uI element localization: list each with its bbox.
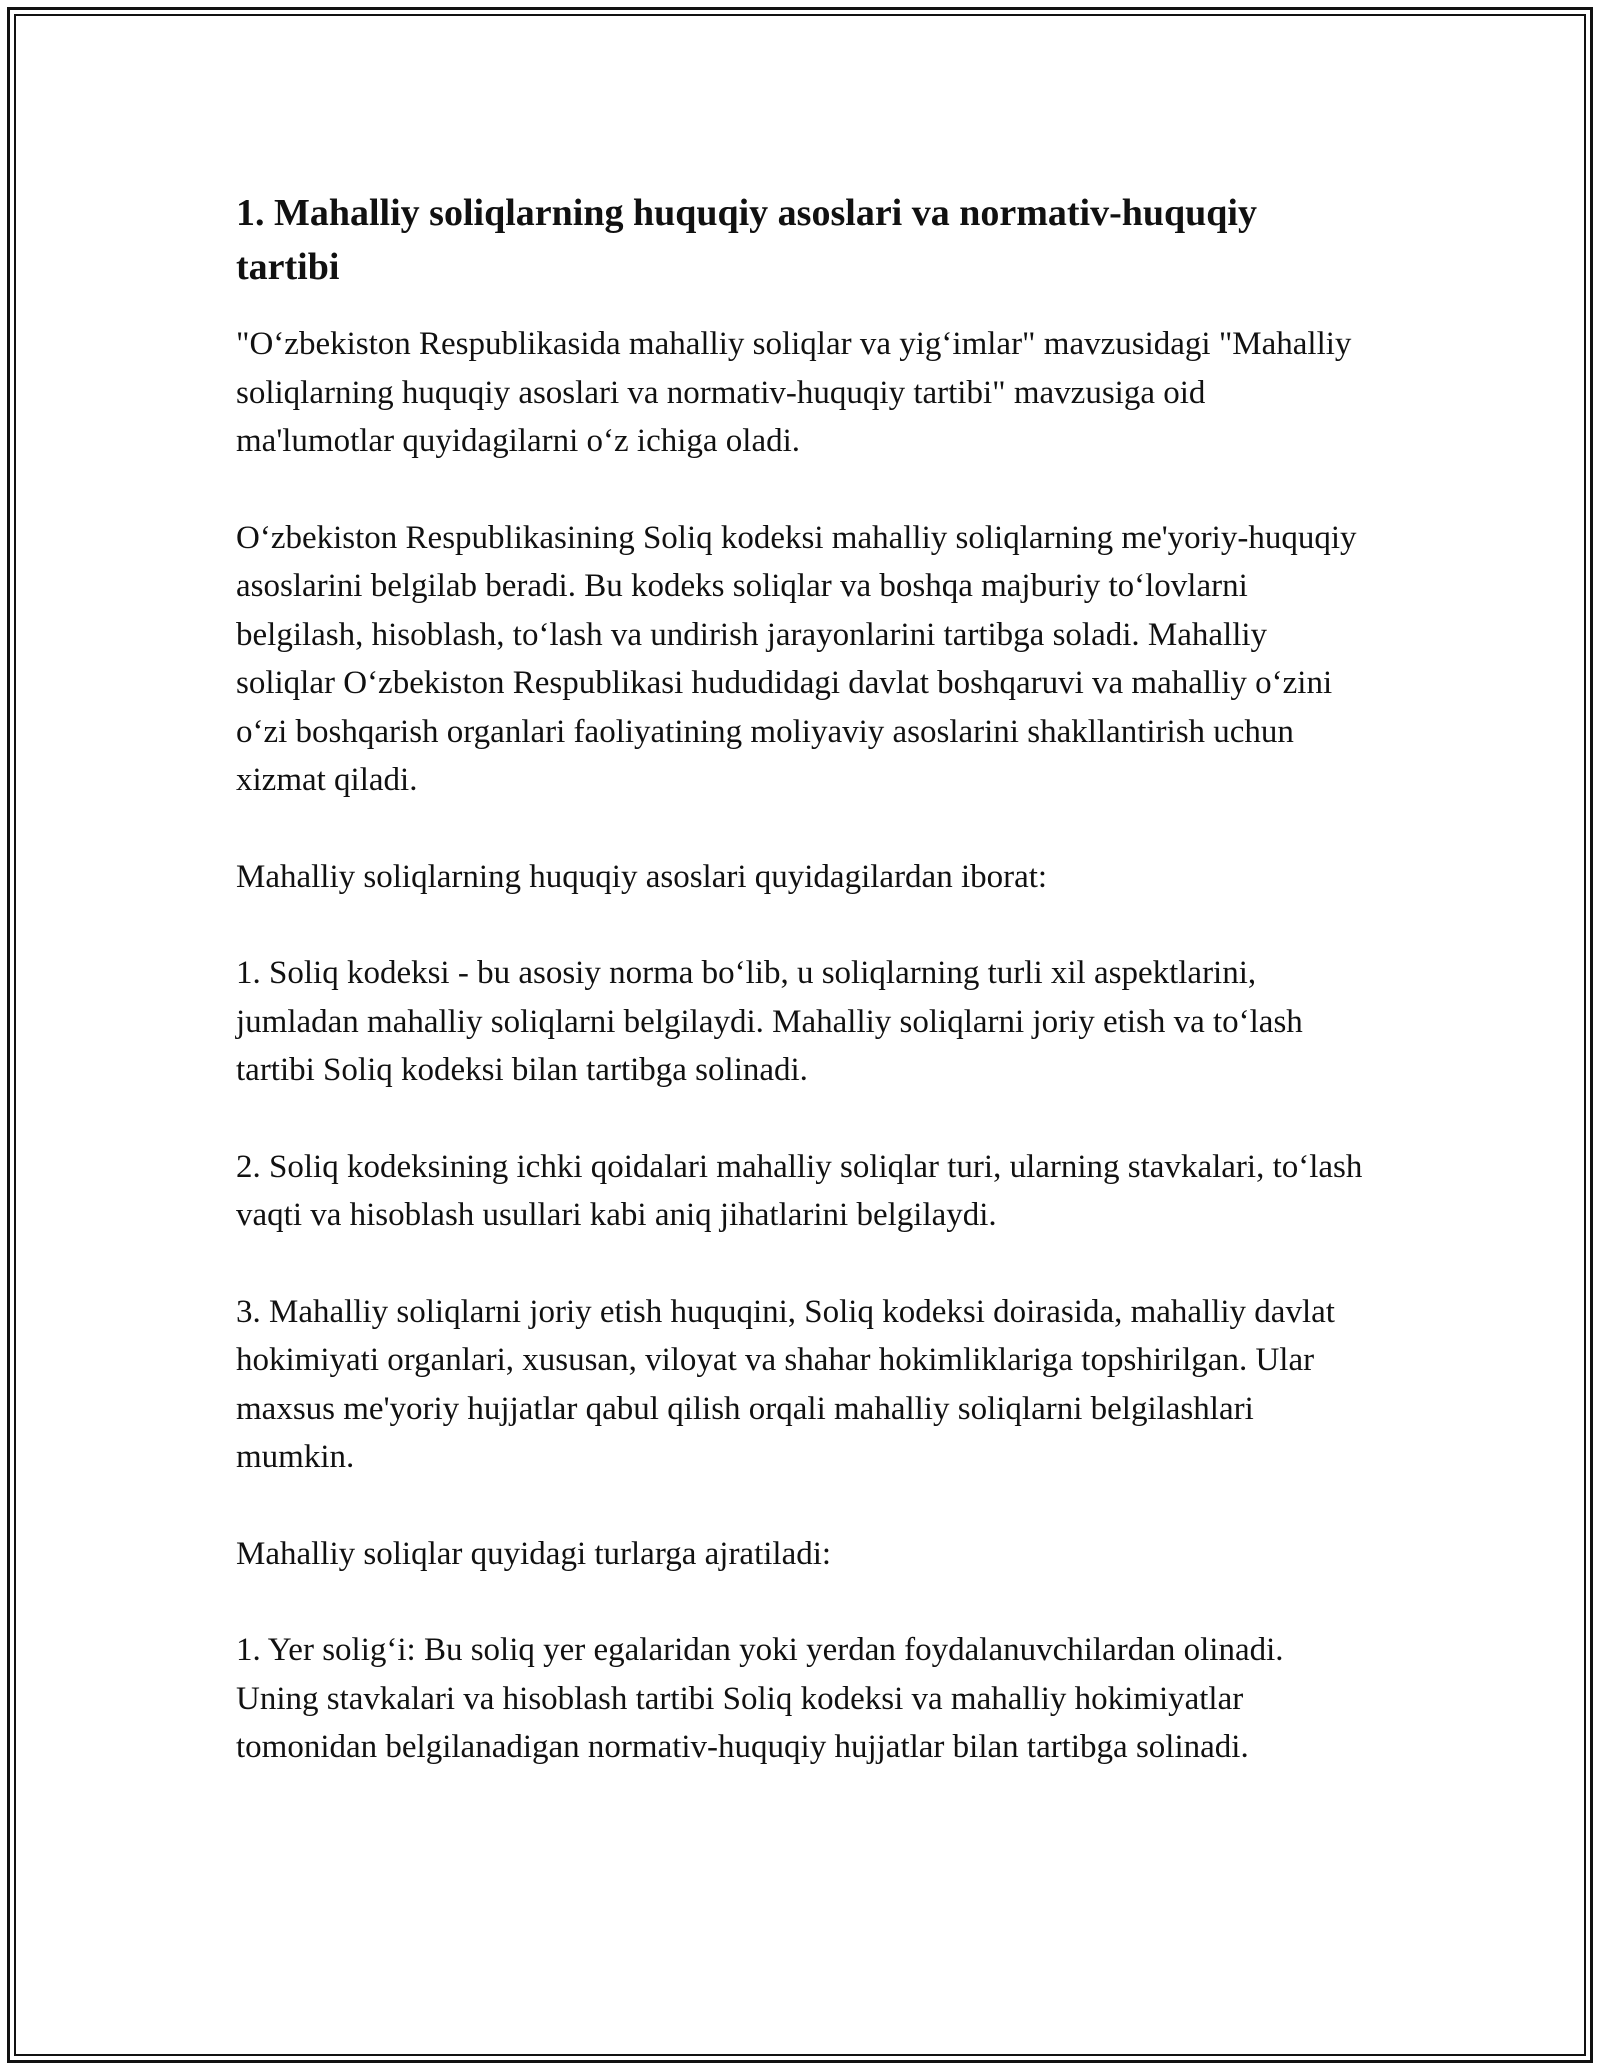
paragraph-legal-basis-heading: Mahalliy soliqlarning huquqiy asoslari quyidagilardan iborat: (236, 858, 1048, 895)
list-item-2: 2. Soliq kodeksining ichki qoidalari mahalliy soliqlar turi, ularning stavkalari, toʻlash vaqti va hisoblash usullari kabi aniq jihatlarini belgilaydi. (236, 1148, 1363, 1233)
document-title: 1. Mahalliy soliqlarning huquqiy asoslari va normativ-huquqiy tartibi (236, 192, 1257, 288)
paragraph-tax-code: Oʻzbekiston Respublikasining Soliq kodeksi mahalliy soliqlarning me'yoriy-huquqiy asoslarini belgilab beradi. Bu kodeks soliqlar va boshqa majburiy toʻlovlarni belgilash, hisoblash, toʻlash va undirish jarayonlarini tartibga soladi. Mahalliy soliqlar Oʻzbekiston Respublikasi hududidagi davlat boshqaruvi va mahalliy oʻzini oʻzi boshqarish organlari faoliyatining moliyaviy asoslarini shakllantirish uchun xizmat qiladi. (236, 519, 1357, 798)
list-item-1: 1. Soliq kodeksi - bu asosiy norma boʻlib, u soliqlarning turli xil aspektlarini, jumladan mahalliy soliqlarni belgilaydi. Mahalliy soliqlarni joriy etish va toʻlash tartibi Soliq kodeksi bilan tartibga solinadi. (236, 955, 1303, 1088)
paragraph-types-heading: Mahalliy soliqlar quyidagi turlarga ajratiladi: (236, 1535, 832, 1572)
document-body (236, 186, 1366, 1820)
paragraph-intro: "Oʻzbekiston Respublikasida mahalliy soliqlar va yigʻimlar" mavzusidagi "Mahalliy soliqlarning huquqiy asoslari va normativ-huquqiy tartibi" mavzusiga oid ma'lumotlar quyidagilarni oʻz ichiga oladi. (236, 326, 1352, 459)
list-item-3: 3. Mahalliy soliqlarni joriy etish huquqini, Soliq kodeksi doirasida, mahalliy davlat hokimiyati organlari, xususan, viloyat va shahar hokimliklariga topshirilgan. Ular maxsus me'yoriy hujjatlar qabul qilish orqali mahalliy soliqlarni belgilashlari mumkin. (236, 1293, 1335, 1475)
list-item-land-tax: 1. Yer soligʻi: Bu soliq yer egalaridan yoki yerdan foydalanuvchilardan olinadi. Uning stavkalari va hisoblash tartibi Soliq kodeksi va mahalliy hokimiyatlar tomonidan belgilanadigan normativ-huquqiy hujjatlar bilan tartibga solinadi. (236, 1632, 1284, 1765)
